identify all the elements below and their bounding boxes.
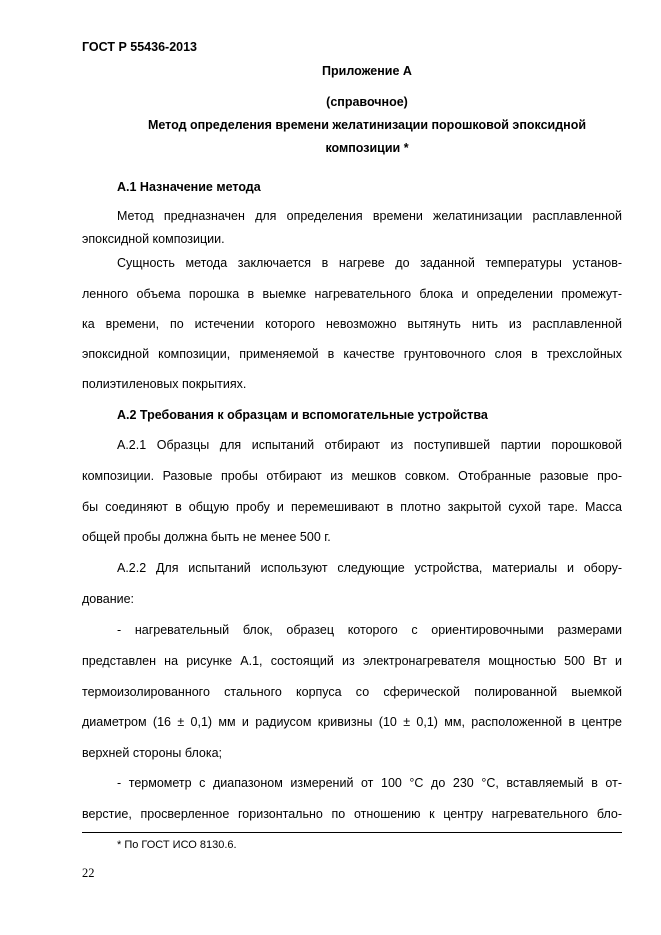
item-heating-block-line-1: - нагревательный блок, образец которого с ориентировочными размерами: [117, 623, 622, 637]
appendix-title: Приложение А: [322, 64, 412, 78]
item-thermometer-line-2: верстие, просверленное горизонтально по отношению к центру нагревательного бло-: [82, 807, 622, 821]
document-code-header: ГОСТ Р 55436-2013: [82, 40, 198, 54]
appendix-kind: (справочное): [326, 95, 408, 109]
section-a2-heading: А.2 Требования к образцам и вспомогательные устройства: [117, 408, 488, 422]
section-a1-heading: А.1 Назначение метода: [117, 180, 261, 194]
a21-line-2: композиции. Разовые пробы отбирают из мешков совком. Отобранные разовые про-: [82, 469, 622, 483]
a1-paragraph-1-line-1: Метод предназначен для определения времени желатинизации расплавленной: [117, 209, 622, 223]
a1-paragraph-2-line-1: Сущность метода заключается в нагреве до заданной температуры установ-: [117, 256, 622, 270]
a1-paragraph-2-line-3: ка времени, по истечении которого невозможно вытянуть нить из расплавленной: [82, 317, 622, 331]
a1-paragraph-2-line-4: эпоксидной композиции, применяемой в качестве грунтовочного слоя в трехслойных: [82, 347, 622, 361]
a1-paragraph-1-line-2: эпоксидной композиции.: [82, 232, 225, 246]
item-heating-block-line-4: диаметром (16 ± 0,1) мм и радиусом кривизны (10 ± 0,1) мм, расположенной в центре: [82, 715, 622, 729]
item-heating-block-line-2: представлен на рисунке А.1, состоящий из электронагревателя мощностью 500 Вт и: [82, 654, 622, 668]
footnote-separator: [82, 832, 622, 833]
page-number: 22: [82, 866, 95, 880]
a21-line-3: бы соединяют в общую пробу и перемешивают в плотно закрытой сухой таре. Масса: [82, 500, 622, 514]
a22-line-1: А.2.2 Для испытаний используют следующие устройства, материалы и обору-: [117, 561, 622, 575]
item-heating-block-line-5: верхней стороны блока;: [82, 746, 223, 760]
a21-line-1: А.2.1 Образцы для испытаний отбирают из поступившей партии порошковой: [117, 438, 622, 452]
item-thermometer-line-1: - термометр с диапазоном измерений от 100 °С до 230 °С, вставляемый в от-: [117, 776, 622, 790]
a1-paragraph-2-line-2: ленного объема порошка в выемке нагревательного блока и определении промежут-: [82, 287, 622, 301]
a21-line-4: общей пробы должна быть не менее 500 г.: [82, 530, 331, 544]
a1-paragraph-2-line-5: полиэтиленовых покрытиях.: [82, 377, 247, 391]
footnote: * По ГОСТ ИСО 8130.6.: [117, 839, 237, 851]
a22-line-2: дование:: [82, 592, 135, 606]
appendix-name-line-2: композиции *: [325, 141, 409, 155]
item-heating-block-line-3: термоизолированного стального корпуса со сферической полированной выемкой: [82, 685, 622, 699]
appendix-name-line-1: Метод определения времени желатинизации порошковой эпоксидной: [147, 118, 587, 132]
